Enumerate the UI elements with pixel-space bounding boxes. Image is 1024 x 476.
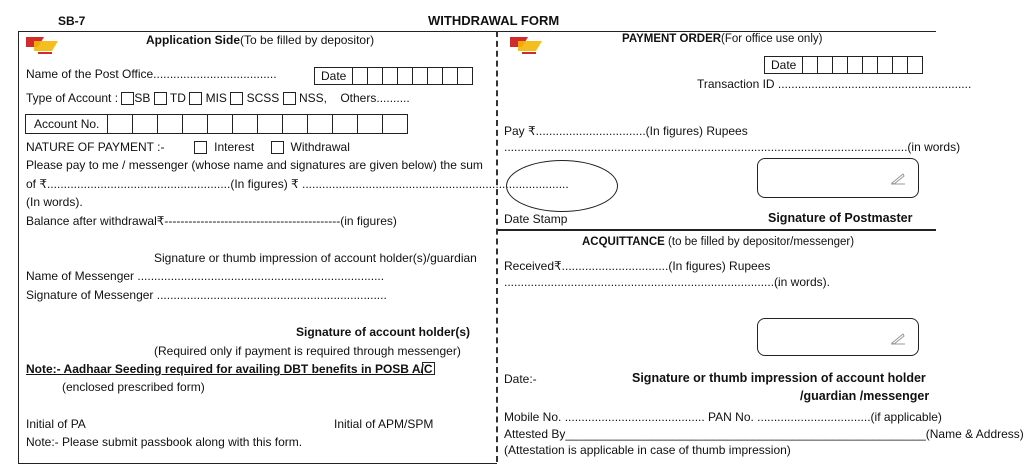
- received-in-words-text: (in words).: [774, 275, 831, 289]
- enclosed-form-text: (enclosed prescribed form): [62, 380, 205, 394]
- date-boxes-left[interactable]: [314, 67, 473, 85]
- india-post-logo-icon-right: [508, 33, 548, 55]
- checkbox-nss[interactable]: [283, 92, 296, 105]
- date-stamp-label: Date Stamp: [504, 212, 568, 226]
- balance-line[interactable]: Balance after withdrawal₹--------------------------------------------(in figures): [26, 214, 397, 228]
- initial-pa: Initial of PA: [26, 417, 86, 431]
- checkbox-td[interactable]: [154, 92, 167, 105]
- checkbox-withdrawal[interactable]: [271, 141, 284, 154]
- checkbox-sb[interactable]: [121, 92, 134, 105]
- pay-words-line[interactable]: .........................................................................................................................(in words): [504, 140, 961, 154]
- postmaster-signature-box[interactable]: [757, 158, 919, 198]
- attested-by-line[interactable]: Attested By______________________________________________________(Name & Address): [504, 427, 1024, 441]
- checkbox-interest[interactable]: [194, 141, 207, 154]
- messenger-name-line[interactable]: Name of Messenger ..........................................................................: [26, 269, 385, 283]
- account-no-label: Account No.: [34, 117, 100, 131]
- date-boxes-right[interactable]: [764, 56, 923, 74]
- account-no-boxes[interactable]: [25, 114, 408, 134]
- in-words-text: (In words).: [26, 195, 83, 209]
- signature-account-holder: Signature of account holder(s): [296, 325, 471, 339]
- application-side-title: Application Side(To be filled by depositor): [146, 33, 375, 47]
- date-label-right: Date: [771, 58, 797, 72]
- initial-apm-spm: Initial of APM/SPM: [334, 417, 434, 431]
- right-top-line: [498, 31, 936, 32]
- form-title: WITHDRAWAL FORM: [428, 13, 560, 28]
- payment-order-title: PAYMENT ORDER(For office use only): [622, 33, 823, 45]
- messenger-signature-line[interactable]: Signature of Messenger .....................................................................: [26, 288, 387, 302]
- type-of-account-row: Type of Account : SB TD MIS SCSS NSS, Others..........: [26, 91, 410, 105]
- mobile-pan-line[interactable]: Mobile No. .......................................... PAN No. ..................................(if applicable): [504, 410, 942, 424]
- pen-sign-icon: [890, 171, 906, 185]
- acquittance-date[interactable]: Date:-: [504, 372, 537, 386]
- amount-line[interactable]: of ₹.......................................................(In figures) ₹ ................................................................................: [26, 177, 569, 191]
- post-office-line[interactable]: Name of the Post Office.....................................: [26, 67, 277, 81]
- date-stamp-area: [506, 160, 618, 212]
- nature-of-payment-row: NATURE OF PAYMENT :- Interest Withdrawal: [26, 140, 350, 154]
- checkbox-aadhaar[interactable]: [422, 362, 435, 375]
- required-only-text: (Required only if payment is required through messenger): [154, 344, 461, 358]
- date-label: Date: [321, 69, 347, 83]
- checkbox-mis[interactable]: [189, 92, 202, 105]
- postmaster-signature-label: Signature of Postmaster: [768, 211, 913, 225]
- pay-figures-line[interactable]: Pay ₹.................................(In figures) Rupees: [504, 124, 748, 138]
- received-words-line[interactable]: ...................................................................................: [504, 275, 781, 289]
- india-post-logo-icon: [24, 33, 64, 55]
- aadhaar-note: Note:- Aadhaar Seeding required for availing DBT benefits in POSB A/C: [26, 362, 433, 376]
- sign-thumb-caption: Signature or thumb impression of account holder(s)/guardian: [154, 251, 477, 265]
- holder-signature-box[interactable]: [757, 318, 919, 356]
- passbook-note: Note:- Please submit passbook along with this form.: [26, 435, 303, 449]
- form-code: SB-7: [58, 14, 86, 28]
- signature-thumb-holder-line1: Signature or thumb impression of account holder: [632, 371, 926, 385]
- checkbox-scss[interactable]: [230, 92, 243, 105]
- transaction-id-line[interactable]: Transaction ID ..........................................................: [697, 77, 972, 91]
- please-pay-text: Please pay to me / messenger (whose name and signatures are given below) the sum: [26, 158, 483, 172]
- acquittance-title: ACQUITTANCE (to be filled by depositor/messenger): [582, 236, 855, 248]
- pen-sign-icon-2: [890, 331, 906, 345]
- signature-thumb-holder-line2: /guardian /messenger: [800, 389, 930, 403]
- center-divider: [496, 31, 498, 462]
- attestation-note: (Attestation is applicable in case of thumb impression): [504, 443, 791, 457]
- acquittance-divider: [498, 229, 936, 231]
- received-figures-line[interactable]: Received₹................................(In figures) Rupees: [504, 259, 771, 273]
